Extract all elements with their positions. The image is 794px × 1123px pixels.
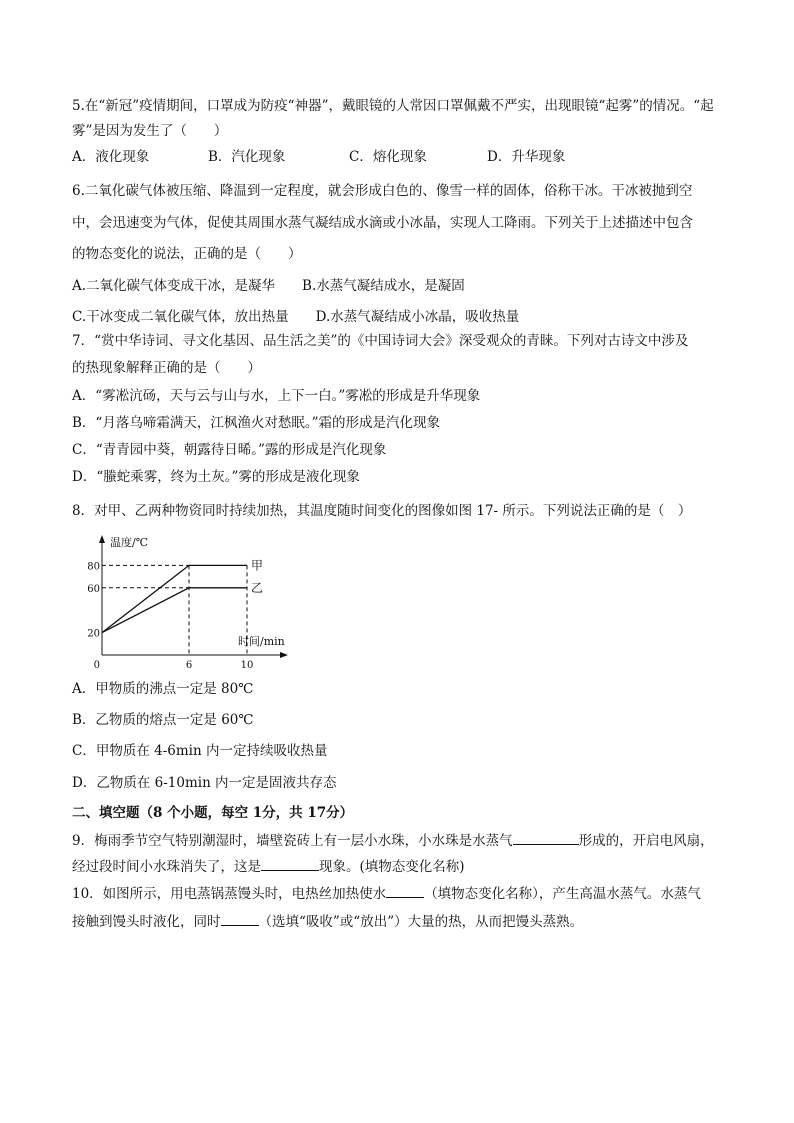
q8-option-a[interactable]: A．甲物质的沸点一定是 80℃ (72, 681, 254, 697)
q5-stem-line1: 5.在“新冠”疫情期间，口罩成为防疫“神器”，戴眼镜的人常因口罩佩戴不严实，出现眼镜“起雾”的情况。“起 (72, 98, 714, 114)
q10-text-4: （选填“吸收”或“放出”）大量的热，从而把馒头蒸熟。 (258, 914, 584, 930)
q7-stem-line2: 的热现象解释正确的是（ ） (72, 360, 261, 376)
q7-option-a[interactable]: A．“雾凇沆砀，天与云与山与水，上下一白。”雾凇的形成是升华现象 (72, 388, 481, 404)
q10-blank-1[interactable] (386, 883, 424, 898)
series-label-0: 甲 (251, 558, 264, 573)
q10-text-3: 接触到馒头时液化，同时 (72, 914, 221, 930)
q5-stem-line2: 雾”是因为发生了（ ） (72, 123, 228, 139)
q5-option-d[interactable]: D．升华现象 (487, 149, 566, 165)
q8-option-b[interactable]: B．乙物质的熔点一定是 60℃ (72, 712, 254, 728)
x-axis-label: 时间/min (238, 635, 285, 648)
q7-option-d[interactable]: D．“螣蛇乘雾，终为土灰。”雾的形成是液化现象 (72, 469, 360, 485)
x-tick-label-2: 10 (240, 660, 254, 671)
q7-stem-line1: 7．“赏中华诗词、寻文化基因、品生活之美”的《中国诗词大会》深受观众的青睐。下列对古诗文中涉及 (72, 333, 689, 349)
x-tick-label-1: 6 (185, 660, 193, 671)
q5-option-b[interactable]: B．汽化现象 (208, 149, 286, 165)
q9-blank-1[interactable] (513, 830, 579, 845)
q6-stem-line1: 6.二氧化碳气体被压缩、降温到一定程度，就会形成白色的、像雪一样的固体，俗称干冰。干冰被抛到空 (72, 183, 693, 199)
q5-options (72, 147, 712, 167)
series-labels (251, 558, 263, 594)
q7-option-b[interactable]: B．“月落乌啼霜满天，江枫渔火对愁眠。”霜的形成是汽化现象 (72, 415, 440, 431)
series-line-0 (102, 565, 247, 632)
section-heading-fill-in: 二、填空题（8 个小题，每空 1分，共 17分） (72, 805, 354, 821)
q8-option-c[interactable]: C．甲物质在 4-6min 内一定持续吸收热量 (72, 743, 328, 759)
x-axis-arrow (280, 652, 288, 658)
q8-stem: 8．对甲、乙两种物资同时持续加热，其温度随时间变化的图像如图 17- 所示。下列说法正确的是（ ） (72, 503, 692, 519)
q9-text-1: 9．梅雨季节空气特别潮湿时，墙壁瓷砖上有一层小水珠，小水珠是水蒸气 (72, 833, 513, 849)
y-axis-label: 温度/℃ (110, 536, 149, 549)
q10-blank-2[interactable] (221, 911, 259, 926)
q6-option-ab[interactable]: A.二氧化碳气体变成干冰，是凝华 B.水蒸气凝结成水，是凝固 (72, 278, 465, 294)
q10-line1 (72, 883, 701, 904)
q9-blank-2[interactable] (261, 856, 319, 871)
series-label-1: 乙 (251, 580, 264, 595)
q9-text-4: 现象。(填物态变化名称) (319, 859, 465, 875)
series-line-1 (102, 588, 247, 633)
q6-option-cd[interactable]: C.干冰变成二氧化碳气体，放出热量 D.水蒸气凝结成小冰晶，吸收热量 (72, 309, 520, 325)
q9-text-3: 经过段时间小水珠消失了，这是 (72, 859, 261, 875)
y-tick-label-2: 80 (87, 561, 100, 573)
q10-line2 (72, 911, 583, 932)
y-tick-label-1: 60 (87, 583, 100, 595)
y-tick-label-0: 20 (87, 628, 100, 640)
q9-text-2: 形成的，开启电风扇， (578, 833, 714, 849)
y-axis-arrow (99, 535, 105, 543)
q9-line2 (72, 856, 465, 877)
q9-line1 (72, 830, 714, 851)
q6-stem-line3: 的物态变化的说法，正确的是（ ） (72, 246, 302, 262)
q5-option-c[interactable]: C．熔化现象 (349, 149, 427, 165)
dashed-guides (102, 565, 247, 655)
series-lines (102, 565, 247, 632)
x-tick-label-0: 0 (93, 660, 100, 671)
q6-stem-line2: 中，会迅速变为气体，促使其周围水蒸气凝结成水滴或小冰晶，实现人工降雨。下列关于上述描述中包含 (72, 215, 693, 231)
temperature-time-chart (84, 532, 304, 672)
q10-text-1: 10．如图所示，用电蒸锅蒸馒头时，电热丝加热使水 (72, 886, 387, 902)
q5-option-a[interactable]: A．液化现象 (72, 149, 150, 165)
q7-option-c[interactable]: C．“青青园中葵，朝露待日晞。”露的形成是汽化现象 (72, 442, 387, 458)
q10-text-2: （填物态变化名称），产生高温水蒸气。水蒸气 (424, 886, 701, 902)
q8-option-d[interactable]: D．乙物质在 6-10min 内一定是固液共存态 (72, 775, 337, 791)
